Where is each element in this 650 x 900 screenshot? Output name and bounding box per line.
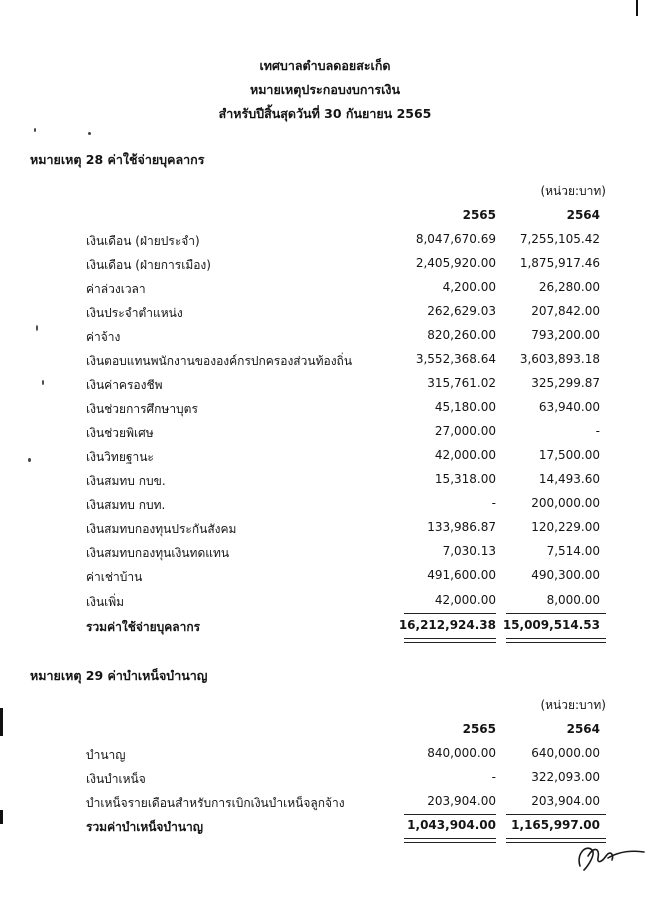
row-label: เงินตอบแทนพนักงานขององค์กรปกครองส่วนท้องถิ่น [86, 354, 353, 368]
value-2564: 7,514.00 [546, 544, 600, 558]
row-label: เงินช่วยพิเศษ [86, 426, 154, 440]
value-2565: 3,552,368.64 [415, 352, 496, 366]
note28-row [86, 448, 606, 470]
subtotal-rule-2565 [404, 613, 496, 614]
note28-row [86, 256, 606, 278]
value-2564: 63,940.00 [538, 400, 600, 414]
subtotal-rule-2565 [404, 814, 496, 815]
total-double-rule-2565 [404, 638, 496, 643]
note29-row [86, 794, 606, 816]
note28-row [86, 424, 606, 446]
note28-title: หมายเหตุ 28 ค่าใช้จ่ายบุคลากร [30, 152, 205, 167]
value-2564: 325,299.87 [531, 376, 600, 390]
note28-row [86, 544, 606, 566]
value-2565: 15,318.00 [434, 472, 496, 486]
value-2565: 315,761.02 [427, 376, 496, 390]
value-2565: 42,000.00 [434, 593, 496, 607]
note28-row [86, 593, 606, 615]
value-2564: 640,000.00 [531, 746, 600, 760]
value-2565: 262,629.03 [427, 304, 496, 318]
signature-initials [574, 836, 646, 876]
row-label: บำนาญ [86, 748, 126, 762]
row-label: เงินสมทบ กบข. [86, 474, 166, 488]
value-2564: 793,200.00 [531, 328, 600, 342]
value-2564: 207,842.00 [531, 304, 600, 318]
total-2565: 16,212,924.38 [398, 618, 496, 632]
row-label: เงินสมทบกองทุนประกันสังคม [86, 522, 237, 536]
total-double-rule-2565 [404, 838, 496, 843]
note28-row [86, 520, 606, 542]
value-2564: 490,300.00 [531, 568, 600, 582]
row-label: เงินช่วยการศึกษาบุตร [86, 402, 198, 416]
note28-row [86, 496, 606, 518]
organization-name: เทศบาลตำบลดอยสะเก็ด [259, 58, 391, 73]
value-2565: - [491, 770, 496, 784]
scan-speck [88, 132, 91, 135]
note28-row [86, 472, 606, 494]
note28-unit: (หน่วย:บาท) [540, 184, 606, 198]
note28-row [86, 400, 606, 422]
value-2564: 203,904.00 [531, 794, 600, 808]
value-2564: 322,093.00 [531, 770, 600, 784]
total-2564: 15,009,514.53 [502, 618, 600, 632]
row-label: เงินสมทบกองทุนเงินทดแทน [86, 546, 230, 560]
row-label: บำเหน็จรายเดือนสำหรับการเบิกเงินบำเหน็จลูกจ้าง [86, 796, 345, 810]
document-header [0, 54, 650, 126]
scan-edge-mark [636, 0, 638, 16]
note28-row [86, 304, 606, 326]
scan-speck [36, 325, 38, 331]
value-2564: 8,000.00 [546, 593, 600, 607]
value-2564: 120,229.00 [531, 520, 600, 534]
scan-speck [34, 128, 36, 132]
note28-row [86, 280, 606, 302]
note28-year-2565: 2565 [462, 208, 496, 222]
value-2564: 17,500.00 [538, 448, 600, 462]
note28-total-row [86, 618, 606, 640]
total-label: รวมค่าบำเหน็จบำนาญ [86, 820, 203, 834]
value-2565: 45,180.00 [434, 400, 496, 414]
value-2565: 27,000.00 [434, 424, 496, 438]
total-double-rule-2564 [506, 638, 606, 643]
note29-row [86, 746, 606, 768]
row-label: เงินวิทยฐานะ [86, 450, 154, 464]
value-2564: 14,493.60 [538, 472, 600, 486]
value-2564: 7,255,105.42 [519, 232, 600, 246]
note29-total-row [86, 818, 606, 840]
scan-edge-mark [0, 810, 3, 824]
note29-row [86, 770, 606, 792]
value-2565: 133,986.87 [427, 520, 496, 534]
row-label: เงินสมทบ กบท. [86, 498, 166, 512]
note28-row [86, 328, 606, 350]
value-2565: 203,904.00 [427, 794, 496, 808]
row-label: ค่าล่วงเวลา [86, 282, 146, 296]
note29-unit: (หน่วย:บาท) [540, 698, 606, 712]
row-label: เงินค่าครองชีพ [86, 378, 163, 392]
value-2565: 491,600.00 [427, 568, 496, 582]
total-2564: 1,165,997.00 [511, 818, 600, 832]
value-2564: - [595, 424, 600, 438]
subtotal-rule-2564 [506, 814, 606, 815]
value-2564: 3,603,893.18 [519, 352, 600, 366]
value-2564: 200,000.00 [531, 496, 600, 510]
note28-row [86, 352, 606, 374]
note29-year-2564: 2564 [566, 722, 600, 736]
row-label: ค่าเช่าบ้าน [86, 570, 143, 584]
value-2565: 4,200.00 [442, 280, 496, 294]
row-label: เงินเดือน (ฝ่ายประจำ) [86, 234, 200, 248]
note29-year-2565: 2565 [462, 722, 496, 736]
document-title: หมายเหตุประกอบงบการเงิน [249, 82, 401, 97]
row-label: เงินบำเหน็จ [86, 772, 146, 786]
value-2565: 820,260.00 [427, 328, 496, 342]
value-2565: 8,047,670.69 [415, 232, 496, 246]
value-2564: 1,875,917.46 [519, 256, 600, 270]
row-label: ค่าจ้าง [86, 330, 121, 344]
value-2565: - [491, 496, 496, 510]
subtotal-rule-2564 [506, 613, 606, 614]
note28-row [86, 376, 606, 398]
row-label: เงินเพิ่ม [86, 595, 125, 609]
value-2565: 42,000.00 [434, 448, 496, 462]
value-2565: 840,000.00 [427, 746, 496, 760]
total-2565: 1,043,904.00 [407, 818, 496, 832]
scan-speck [28, 458, 31, 462]
value-2565: 7,030.13 [442, 544, 496, 558]
total-label: รวมค่าใช้จ่ายบุคลากร [86, 620, 201, 634]
value-2565: 2,405,920.00 [415, 256, 496, 270]
note28-row [86, 232, 606, 254]
note28-row [86, 568, 606, 590]
note29-title: หมายเหตุ 29 ค่าบำเหน็จบำนาญ [30, 668, 208, 683]
note28-year-2564: 2564 [566, 208, 600, 222]
row-label: เงินประจำตำแหน่ง [86, 306, 183, 320]
scan-speck [42, 380, 44, 385]
period-statement: สำหรับปีสิ้นสุดวันที่ 30 กันยายน 2565 [218, 106, 432, 121]
row-label: เงินเดือน (ฝ่ายการเมือง) [86, 258, 211, 272]
scan-edge-mark [0, 708, 3, 736]
value-2564: 26,280.00 [538, 280, 600, 294]
